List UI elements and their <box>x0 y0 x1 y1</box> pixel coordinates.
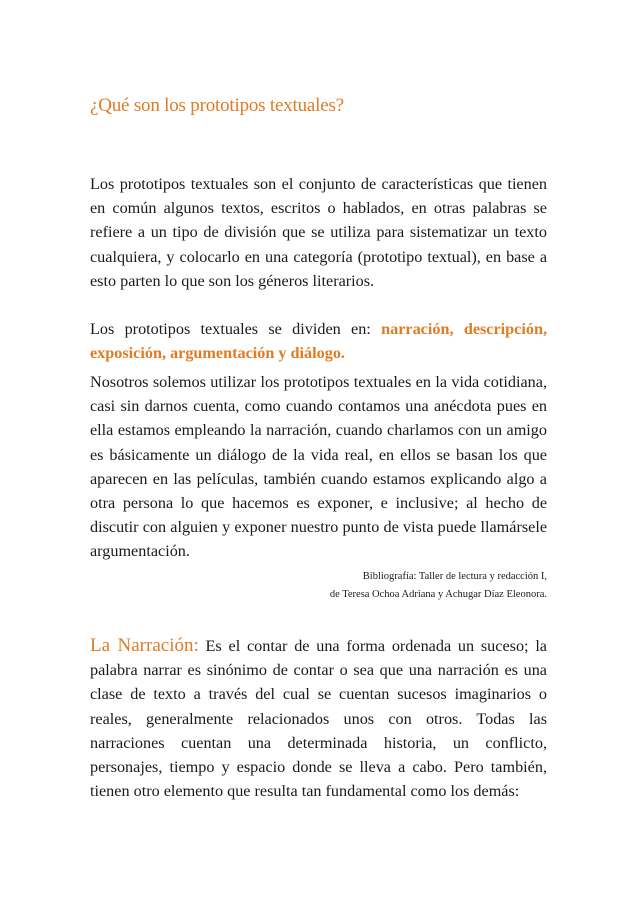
paragraph-definition: Los prototipos textuales son el conjunto de características que tienen en común algunos textos, escritos o hablados, en otras palabras se refiere a un tipo de división que se utiliza para sistematizar un texto cualquiera, y colocarlo en una categoría (prototipo textual), en base a esto parten lo que son los géneros literarios. <box>90 175 547 290</box>
bibliography-line-2: de Teresa Ochoa Adriana y Achugar Díaz Eleonora. <box>329 589 547 600</box>
paragraph-types <box>90 317 547 365</box>
section-heading: ¿Qué son los prototipos textuales? <box>90 95 344 116</box>
bibliography-line-1: Bibliografía: Taller de lectura y redacción I, <box>362 571 547 582</box>
types-intro-text: Los prototipos textuales se dividen en: <box>90 320 382 338</box>
paragraph-daily-use: Nosotros solemos utilizar los prototipos textuales en la vida cotidiana, casi sin darnos cuenta, como cuando contamos una anécdota pues en ella estamos empleando la narración, cuando charlamos con un amigo es básicamente un diálogo de la vida real, en ellos se basan los que aparecen en las películas, también cuando estamos explicando algo a otra persona lo que hacemos es exponer, e inclusive; al hecho de discutir con alguien y exponer nuestro punto de vista puede llamársele argumentación. <box>90 373 547 561</box>
narration-lead-term: La Narración: <box>90 635 199 656</box>
types-highlight-text: narración, descripción, exposición, argumentación y diálogo. <box>90 320 547 363</box>
narration-body-text: Es el contar de una forma ordenada un suceso; la palabra narrar es sinónimo de contar o sea que una narración es una clase de texto a través del cual se cuentan sucesos imaginarios o reales, generalmente relacionados unos con otros. Todas las narraciones cuentan una determinada historia, un conflicto, personajes, tiempo y espacio donde se lleva a cabo. Pero también, tienen otro elemento que resulta tan fundamental como los demás: <box>90 637 547 801</box>
paragraph-narration <box>90 634 547 803</box>
bibliography-note <box>227 568 547 604</box>
